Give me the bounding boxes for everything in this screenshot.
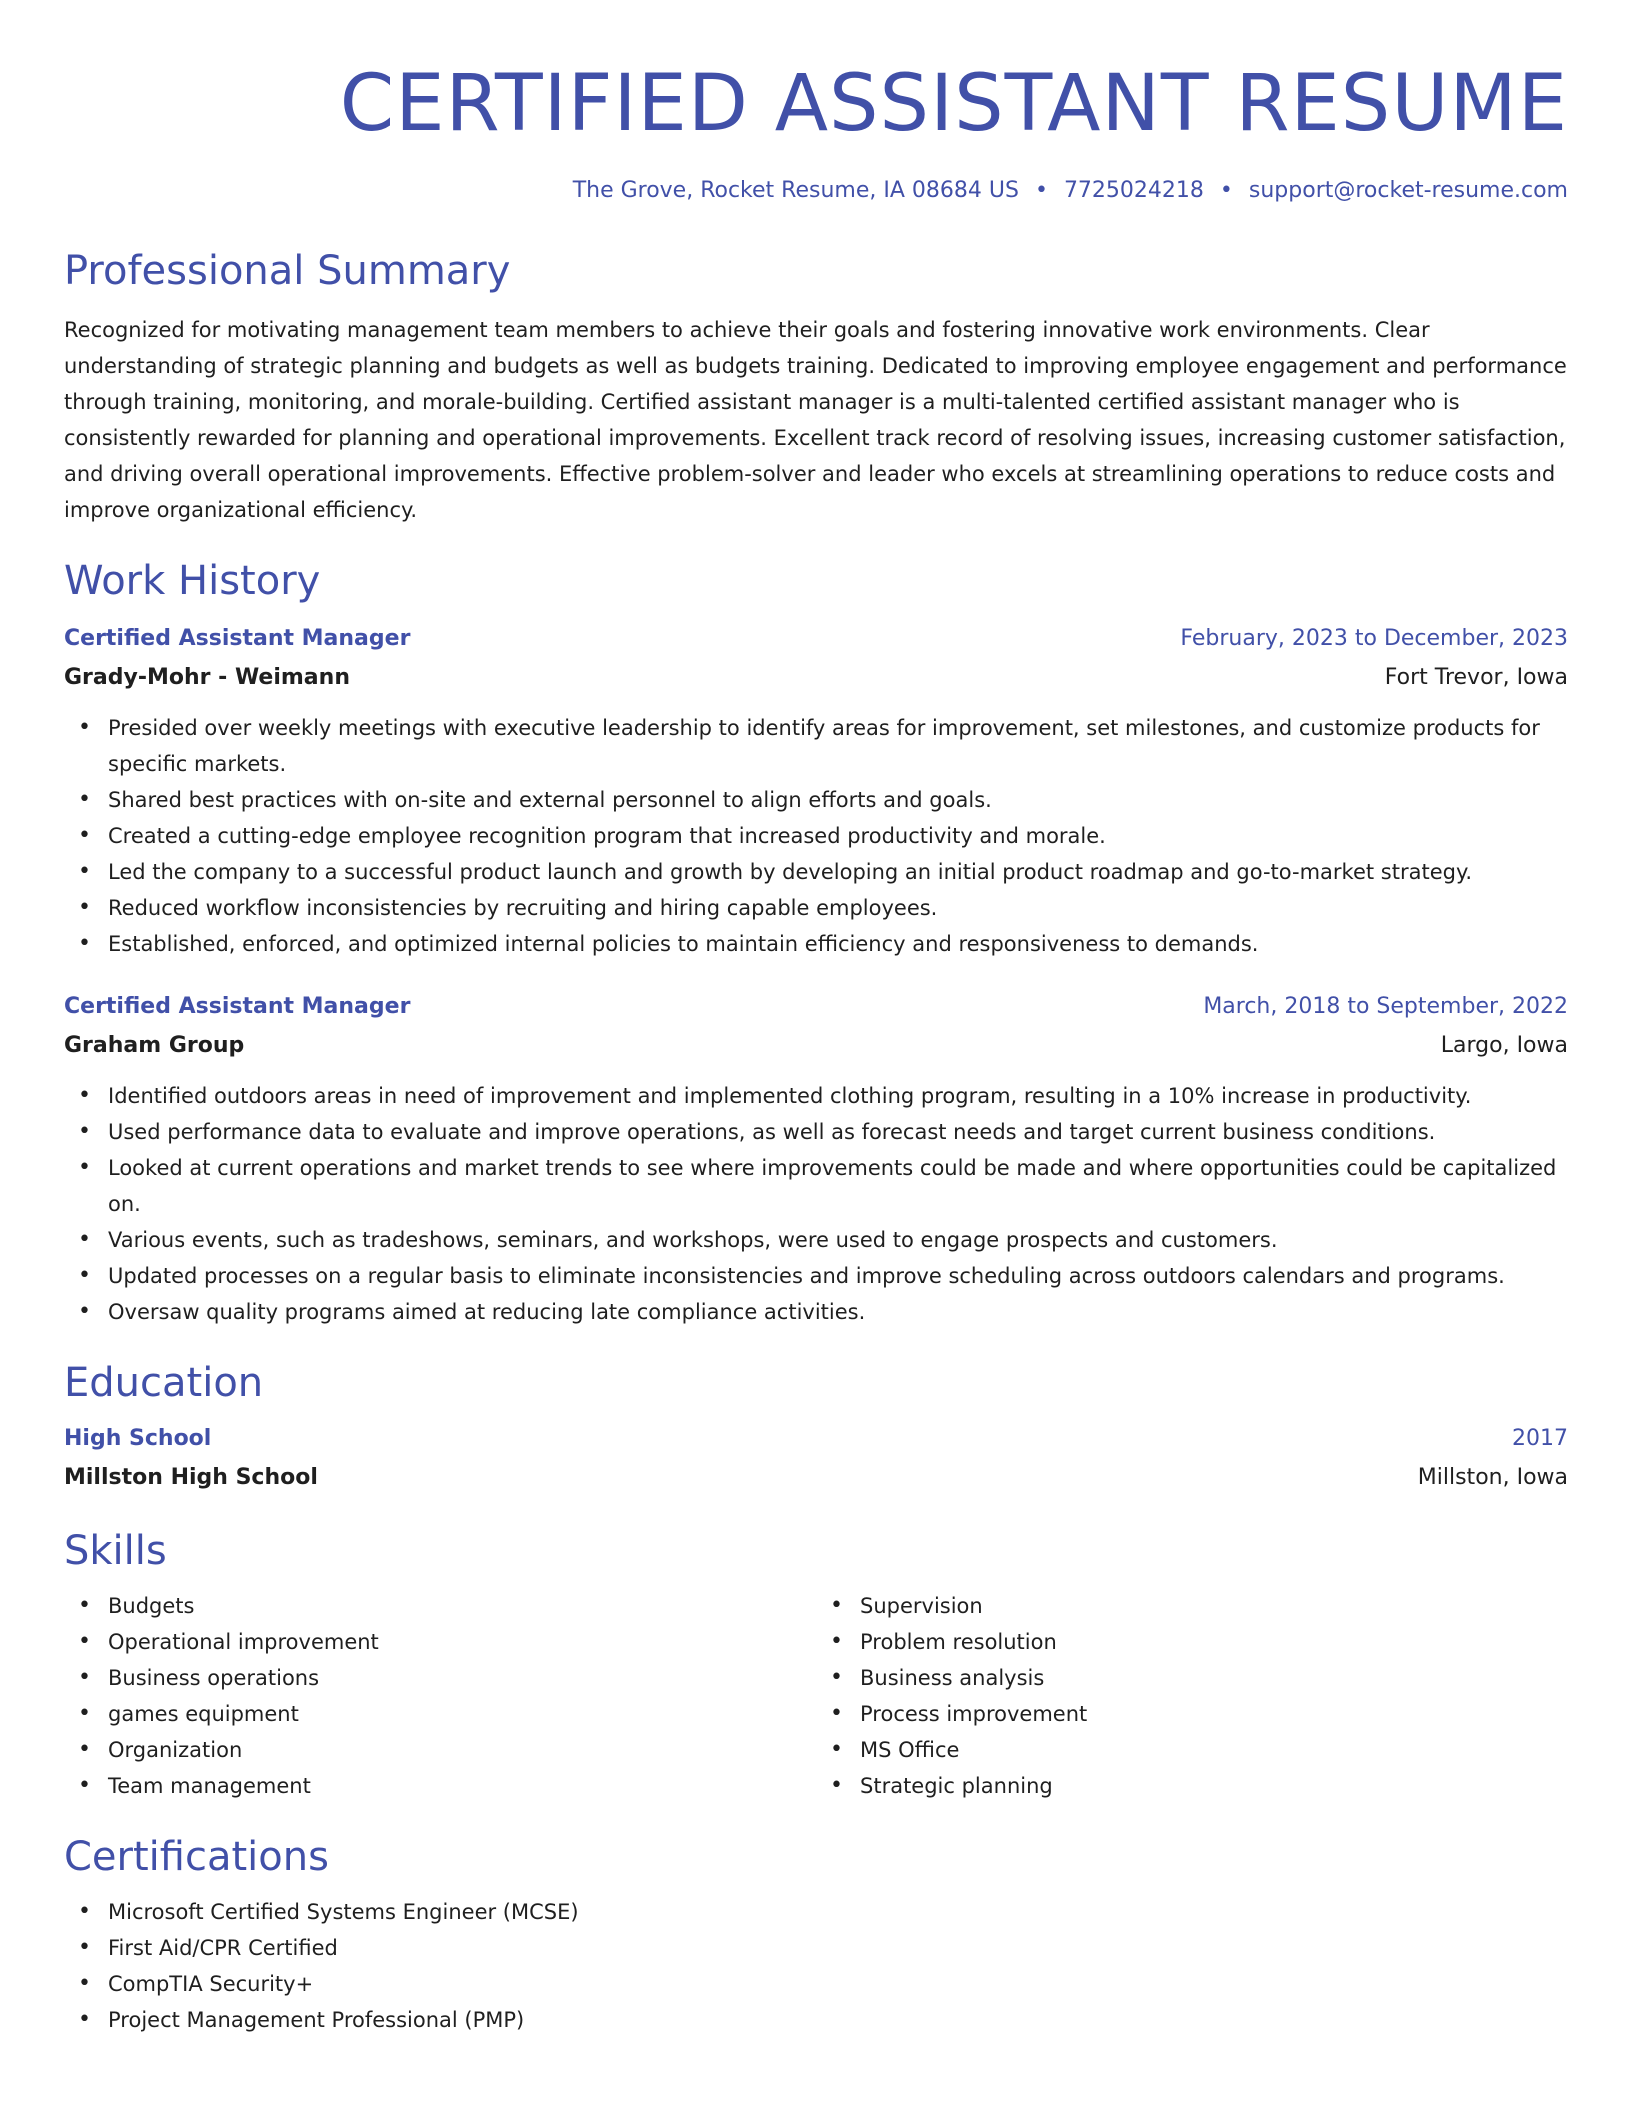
education-heading: Education (64, 1360, 264, 1406)
skill-item: • Business operations (64, 1660, 816, 1696)
contact-email: support@rocket-resume.com (1248, 178, 1568, 203)
skill-item: • Business analysis (816, 1660, 1568, 1696)
job-company: Graham Group (64, 1033, 245, 1058)
certifications-list (64, 1894, 1568, 2038)
education-school: Millston High School (64, 1465, 318, 1490)
certification-item: • Microsoft Certified Systems Engineer (MCSE) (64, 1894, 1568, 1930)
job-entry (64, 620, 1568, 962)
job-bullet: • Used performance data to evaluate and improve operations, as well as forecast needs and target current business conditions. (64, 1114, 1568, 1150)
job-dates: March, 2018 to September, 2022 (1203, 994, 1568, 1019)
job-bullet: • Identified outdoors areas in need of improvement and implemented clothing program, resulting in a 10% increase in productivity. (64, 1078, 1568, 1114)
skill-item: • MS Office (816, 1732, 1568, 1768)
skill-item: • Budgets (64, 1588, 816, 1624)
skill-item: • Organization (64, 1732, 816, 1768)
work-history-heading: Work History (64, 558, 321, 604)
contact-phone: 7725024218 (1063, 178, 1204, 203)
certification-item: • First Aid/CPR Certified (64, 1930, 1568, 1966)
job-dates: February, 2023 to December, 2023 (1180, 626, 1568, 651)
job-role: Certified Assistant Manager (64, 626, 411, 651)
certification-item: • CompTIA Security+ (64, 1966, 1568, 2002)
skills-grid (64, 1588, 1568, 1804)
certification-item: • Project Management Professional (PMP) (64, 2002, 1568, 2038)
skill-item: • Process improvement (816, 1696, 1568, 1732)
job-bullet: • Various events, such as tradeshows, seminars, and workshops, were used to engage prospects and customers. (64, 1222, 1568, 1258)
skill-item: • Strategic planning (816, 1768, 1568, 1804)
job-entry (64, 988, 1568, 1330)
job-bullet: • Looked at current operations and market trends to see where improvements could be made and where opportunities could be capitalized on. (64, 1150, 1568, 1222)
education-year: 2017 (1512, 1426, 1568, 1451)
job-bullet: • Updated processes on a regular basis to eliminate inconsistencies and improve scheduling across outdoors calendars and programs. (64, 1258, 1568, 1294)
job-bullet: • Oversaw quality programs aimed at reducing late compliance activities. (64, 1294, 1568, 1330)
professional-summary-text: Recognized for motivating management team members to achieve their goals and fostering innovative work environments. Clear understanding of strategic planning and budgets as well as budgets training. Dedicated to improving employee engagement and performance through training, monitoring, and morale-building. Certified assistant manager is a multi-talented certified assistant manager who is consistently rewarded for planning and operational improvements. Excellent track record of resolving issues, increasing customer satisfaction, and driving overall operational improvements. Effective problem-solver and leader who excels at streamlining operations to reduce costs and improve organizational efficiency. (64, 318, 1567, 522)
job-bullet: • Reduced workflow inconsistencies by recruiting and hiring capable employees. (64, 890, 1568, 926)
skill-item: • Operational improvement (64, 1624, 816, 1660)
contact-separator: • (1034, 178, 1048, 203)
skills-list-right (816, 1588, 1568, 1804)
skills-heading: Skills (64, 1528, 167, 1574)
job-company: Grady-Mohr - Weimann (64, 665, 350, 690)
job-role: Certified Assistant Manager (64, 994, 411, 1019)
skill-item: • Team management (64, 1768, 816, 1804)
job-location: Fort Trevor, Iowa (1384, 665, 1568, 690)
education-degree: High School (64, 1426, 212, 1451)
job-bullet: • Established, enforced, and optimized internal policies to maintain efficiency and responsiveness to demands. (64, 926, 1568, 962)
education-entry (64, 1420, 1568, 1498)
job-bullet: • Led the company to a successful product launch and growth by developing an initial product roadmap and go-to-market strategy. (64, 854, 1568, 890)
job-bullet: • Presided over weekly meetings with executive leadership to identify areas for improvement, set milestones, and customize products for specific markets. (64, 710, 1568, 782)
skill-item: • games equipment (64, 1696, 816, 1732)
skill-item: • Supervision (816, 1588, 1568, 1624)
job-bullet-list (64, 1078, 1568, 1330)
contact-separator: • (1219, 178, 1233, 203)
job-bullet-list (64, 710, 1568, 962)
education-location: Millston, Iowa (1417, 1465, 1568, 1490)
skill-item: • Problem resolution (816, 1624, 1568, 1660)
resume-title: CERTIFIED ASSISTANT RESUME (339, 59, 1568, 149)
job-location: Largo, Iowa (1440, 1033, 1568, 1058)
certifications-heading: Certifications (64, 1834, 329, 1880)
contact-address: The Grove, Rocket Resume, IA 08684 US (572, 178, 1019, 203)
skills-list-left (64, 1588, 816, 1804)
job-bullet: • Created a cutting-edge employee recognition program that increased productivity and morale. (64, 818, 1568, 854)
contact-line (64, 176, 1568, 206)
professional-summary-heading: Professional Summary (64, 248, 511, 294)
job-bullet: • Shared best practices with on-site and external personnel to align efforts and goals. (64, 782, 1568, 818)
